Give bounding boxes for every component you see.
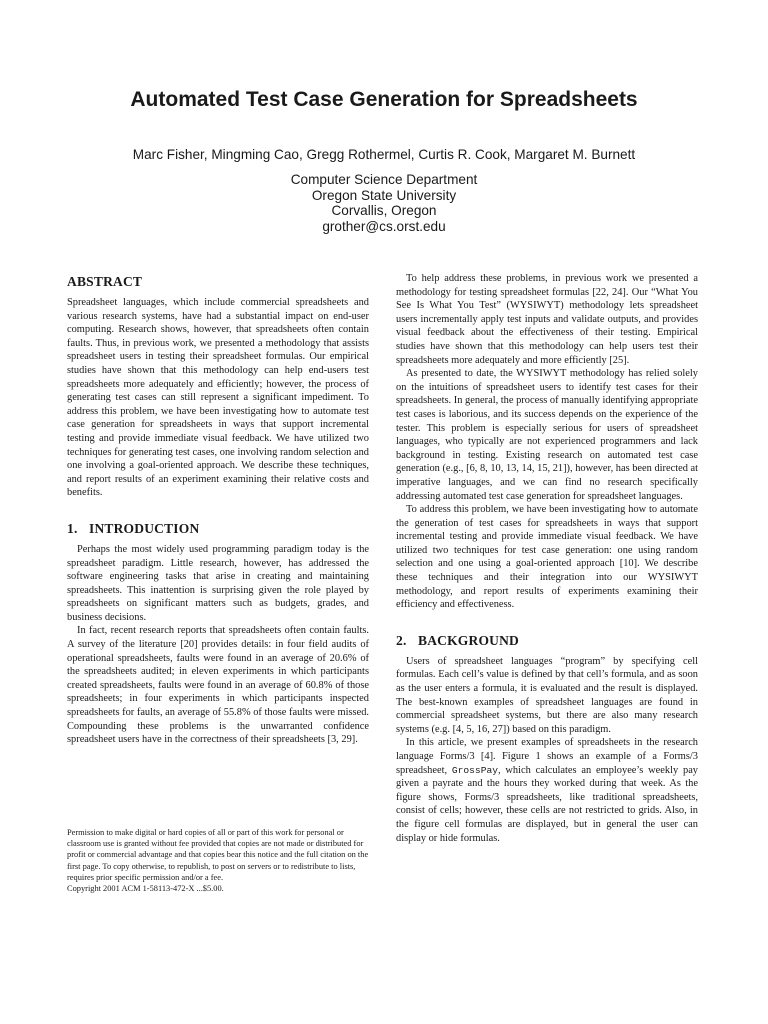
permission-text: Permission to make digital or hard copies of all or part of this work for personal or classroom use is granted without fee provided that copies are not made or distributed for profit or commercial advantage and that copies bear this notice and the full citation on the first page. To copy otherwise, to republish, to post on servers or to redistribute to lists, requires prior specific permission and/or a fee. [67, 828, 369, 882]
author-list: Marc Fisher, Mingming Cao, Gregg Rothermel, Curtis R. Cook, Margaret M. Burnett [132, 147, 636, 162]
introduction-title: INTRODUCTION [89, 520, 200, 536]
right-column [396, 272, 698, 845]
affiliation-location: Corvallis, Oregon [331, 203, 437, 218]
abstract-text: Spreadsheet languages, which include commercial spreadsheets and various research systems, have had a substantial impact on end-user computing. Research shows, however, that spreadsheets often contain faults. Thus, in previous work, we presented a methodology that assists spreadsheet users in testing their spreadsheet formulas. Our empirical studies have shown that this methodology can help end-users test spreadsheets more adequately and efficiently; however, the process of generating test cases can still represent a significant impediment. To address this problem, we have been investigating how to automate test case generation for spreadsheets in ways that support incremental testing and provide immediate visual feedback. We have utilized two techniques for generating test cases, one involving random selection and one involving a goal-oriented approach. We describe these techniques, and report results of an experiment examining their relative costs and benefits. [67, 297, 369, 499]
paper-title: Automated Test Case Generation for Spreadsheets [130, 88, 638, 111]
affiliation-department: Computer Science Department [290, 172, 478, 187]
left-column [67, 272, 369, 747]
background-paragraph-2 [396, 736, 698, 845]
background-paragraph-2-end: , which calculates an employee’s weekly pay given a payrate and the hours they worked during that week. As the figure shows, Forms/3 spreadsheets, like traditional spreadsheets, consist of cells; however, these cells are not restricted to grids. Also, in the figure cell formulas are displayed, but in general the user can display or hide formulas. [396, 764, 699, 844]
background-paragraph-1: Users of spreadsheet languages “program” by specifying cell formulas. Each cell’s value is defined by that cell’s formula, and as soon as the user enters a formula, it is evaluated and the result is displayed. The best-known examples of spreadsheet languages are found in commercial spreadsheet systems, but there are also many research systems (e.g. [4, 5, 16, 27]) based on this paradigm. [396, 655, 698, 735]
abstract-heading: ABSTRACT [67, 274, 143, 289]
background-number: 2. [396, 632, 407, 648]
affiliation-email: grother@cs.orst.edu [322, 218, 446, 234]
introduction-heading [67, 520, 369, 538]
background-title: BACKGROUND [418, 632, 520, 648]
code-grosspay: GrossPay [451, 764, 498, 776]
background-paragraph-2-start: In this article, we present examples of spreadsheets in the research language Forms/3 [4]. Figure 1 shows an example of a Forms/3 spreadsheet, [396, 737, 698, 776]
background-heading [396, 632, 698, 650]
affiliation-block [0, 172, 768, 234]
introduction-paragraph-1: Perhaps the most widely used programming paradigm today is the spreadsheet paradigm. Little research, however, has addressed the software engineering tasks that arise in creating and maintaining spreadsheets. This inattention is surprising given the role played by spreadsheets on significant matters such as budgets, grades, and business decisions. [67, 543, 369, 623]
introduction-paragraph-3: To help address these problems, in previous work we presented a methodology for testing spreadsheet formulas [22, 24]. Our “What You See Is What You Test” (WYSIWYT) methodology lets spreadsheet users incrementally apply test inputs and validate outputs, and provides visual feedback about the effectiveness of their testing. Empirical studies have shown that this methodology can help users test their spreadsheets more adequately and more efficiently [25]. [396, 273, 698, 366]
introduction-paragraph-4: As presented to date, the WYSIWYT methodology has relied solely on the intuitions of spreadsheet users to identify test cases for their spreadsheets. In general, the process of manually identifying appropriate test cases is laborious, and its success depends on the experience of the tester. This problem is especially serious for users of spreadsheet languages, who typically are not experienced programmers and lack background in testing. Existing research on automated test case generation (e.g., [6, 8, 10, 13, 14, 15, 21]), however, has been directed at imperative languages, and we can find no research specifically addressing automated test case generation for spreadsheet languages. [396, 368, 698, 502]
copyright-line: Copyright 2001 ACM 1-58113-472-X ...$5.00. [67, 884, 224, 894]
permission-notice [67, 827, 369, 894]
affiliation-university: Oregon State University [311, 187, 457, 203]
introduction-paragraph-5: To address this problem, we have been investigating how to automate the generation of test cases for spreadsheets in ways that support incremental testing and provide immediate visual feedback. We have utilized two techniques for test case generation: one using random selection and one using a goal-oriented approach [10]. We describe these techniques and their integration into our WYSIWYT methodology, and report results of experiments examining their efficiency and effectiveness. [396, 504, 698, 611]
introduction-paragraph-2: In fact, recent research reports that spreadsheets often contain faults. A survey of the literature [20] provides details: in four field audits of operational spreadsheets, faults were found in an average of 20.6% of the spreadsheets audited; in eleven experiments in which participants created spreadsheets, faults were found in an average of 60.8% of those spreadsheets; in four experiments in which participants inspected spreadsheets for faults, an average of 55.8% of those faults were missed. Compounding these problems is the unwarranted confidence spreadsheet users have in the correctness of their spreadsheets [3, 29]. [67, 625, 369, 746]
introduction-number: 1. [67, 520, 78, 536]
